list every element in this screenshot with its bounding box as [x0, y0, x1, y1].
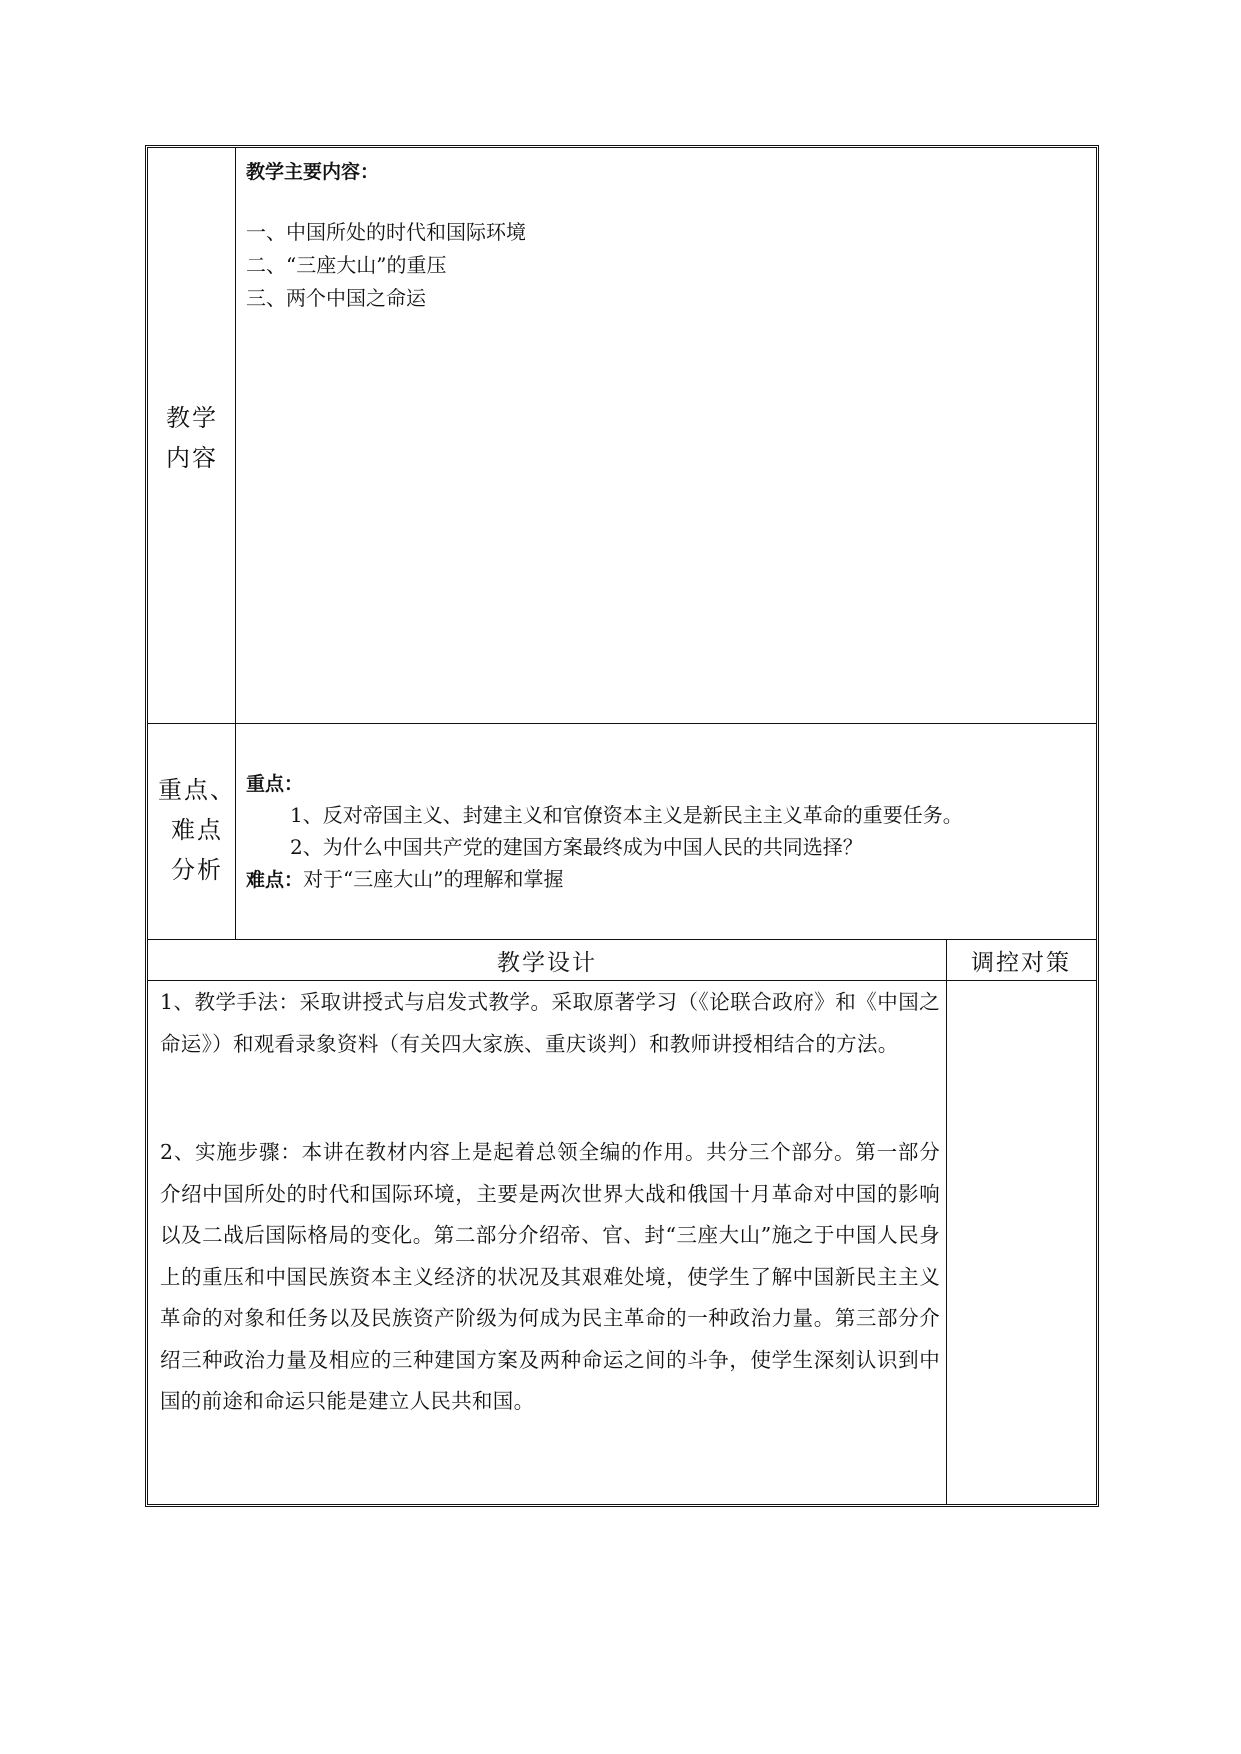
label-line: 教学	[166, 404, 218, 432]
difficulty-text: 对于“三座大山”的理解和掌握	[303, 867, 564, 891]
label-line: 内容	[166, 444, 218, 472]
main-content-heading: 教学主要内容：	[246, 161, 380, 183]
section-label-key-difficulty	[152, 770, 242, 890]
key-point-item: 2、为什么中国共产党的建国方案最终成为中国人民的共同选择？	[290, 835, 863, 859]
content-item: 二、“三座大山”的重压	[246, 253, 447, 277]
key-points-heading: 重点：	[246, 773, 304, 795]
content-item: 一、中国所处的时代和国际环境	[246, 220, 526, 244]
label-line: 重点、	[158, 776, 236, 804]
difficulty-heading: 难点：	[246, 869, 304, 891]
content-item: 三、两个中国之命运	[246, 286, 426, 310]
label-line: 难点	[171, 816, 223, 844]
key-point-item: 1、反对帝国主义、封建主义和官僚资本主义是新民主主义革命的重要任务。	[290, 803, 963, 827]
row-divider-2	[148, 939, 1096, 940]
row-divider-1	[148, 723, 1096, 724]
row-divider-3	[148, 980, 1096, 981]
implementation-steps-paragraph: 2、实施步骤：本讲在教材内容上是起着总领全编的作用。共分三个部分。第一部分介绍中国所处的时代和国际环境，主要是两次世界大战和俄国十月革命对中国的影响以及二战后国际格局的变化。第二部分介绍帝、官、封“三座大山”施之于中国人民身上的重压和中国民族资本主义经济的状况及其艰难处境，使学生了解中国新民主主义革命的对象和任务以及民族资产阶级为何成为民主革命的一种政治力量。第三部分介绍三种政治力量及相应的三种建国方案及两种命运之间的斗争，使学生深刻认识到中国的前途和命运只能是建立人民共和国。	[160, 1140, 940, 1413]
strategy-column-divider	[946, 939, 947, 1504]
teaching-method-paragraph: 1、教学手法：采取讲授式与启发式教学。采取原著学习（《论联合政府》和《中国之命运》）和观看录象资料（有关四大家族、重庆谈判）和教师讲授相结合的方法。	[160, 990, 940, 1056]
label-line: 分析	[171, 856, 223, 884]
section-label-teaching-content	[152, 398, 232, 478]
difficulty-line	[246, 863, 563, 892]
teaching-design-header: 教学设计	[497, 950, 597, 976]
control-strategy-header: 调控对策	[971, 950, 1071, 976]
